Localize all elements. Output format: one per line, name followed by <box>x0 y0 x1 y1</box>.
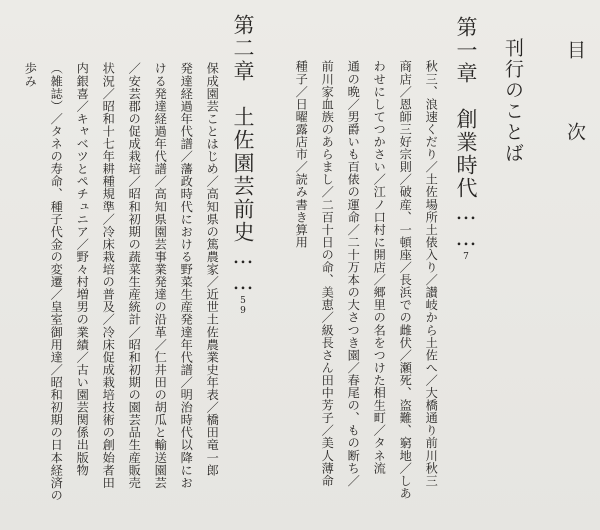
chapter-2-heading <box>232 14 253 316</box>
chapter-2-line: 歩み <box>23 62 38 88</box>
chapter-2-title: 第二章 土佐園芸前史…… <box>231 14 255 296</box>
chapter-1-line: わせにしてつかさい／江ノ口村に開店／郷里の名をつけた相生町／タネ流 <box>372 60 387 475</box>
toc-title: 目 次 <box>564 40 586 163</box>
chapter-2-line: 発達経過年代譜／藩政時代における野菜生産発達年代譜／明治時代以降にお <box>179 62 194 489</box>
chapter-2-line: 内銀喜／キャベツとペチュニア／野々村増男の業績／古い園芸関係出版物 <box>75 62 90 477</box>
chapter-2-line: ／安芸郡の促成栽培／昭和初期の蔬菜生産統計／昭和初期の園芸品生産販売 <box>127 62 142 489</box>
chapter-1-line: 商店／恩師三好宗則／破産、一頓座／長浜での雌伏／瀬死、盗難、窮地／しあ <box>398 60 413 500</box>
chapter-1-line: 種子／日曜露店市／読み書き算用 <box>294 60 309 249</box>
chapter-2-line: 保成園芸ことはじめ／高知県の篤農家／近世土佐農業史年表／橋田竜一郎 <box>205 62 220 477</box>
chapter-2-page-number: 59 <box>238 296 248 316</box>
chapter-2-line: （雑誌）／タネの寿命、種子代金の変遷／皇室御用達／昭和初期の日本経済の <box>49 62 64 502</box>
chapter-1-title: 第一章 創業時代…… <box>454 16 478 252</box>
chapter-1-page-number: 7 <box>461 252 471 262</box>
chapter-1-line: 前川家血族のあらまし／二百十日の命、美恵／級長さん田中芳子／美人薄命 <box>320 60 335 487</box>
preface-heading: 刊行のことば <box>502 38 524 164</box>
chapter-1-line: 通の晩／男爵いも百俵の運命／二十万本の大さつき園／春尾の、もの断ち／ <box>346 60 361 487</box>
chapter-1-heading <box>455 16 476 262</box>
chapter-2-line: ける発達経過年代譜／高知県園芸事業発達の沿革／仁井田の胡瓜と輸送園芸 <box>153 62 168 489</box>
chapter-1-line: 秋三、浪速くだり／土佐場所土俵入り／讃岐から土佐へ／大橋通り前川秋三 <box>424 60 439 487</box>
chapter-2-line: 状況／昭和十七年耕種規準／冷床栽培の普及／冷床促成栽培技術の創始者田 <box>101 62 116 489</box>
